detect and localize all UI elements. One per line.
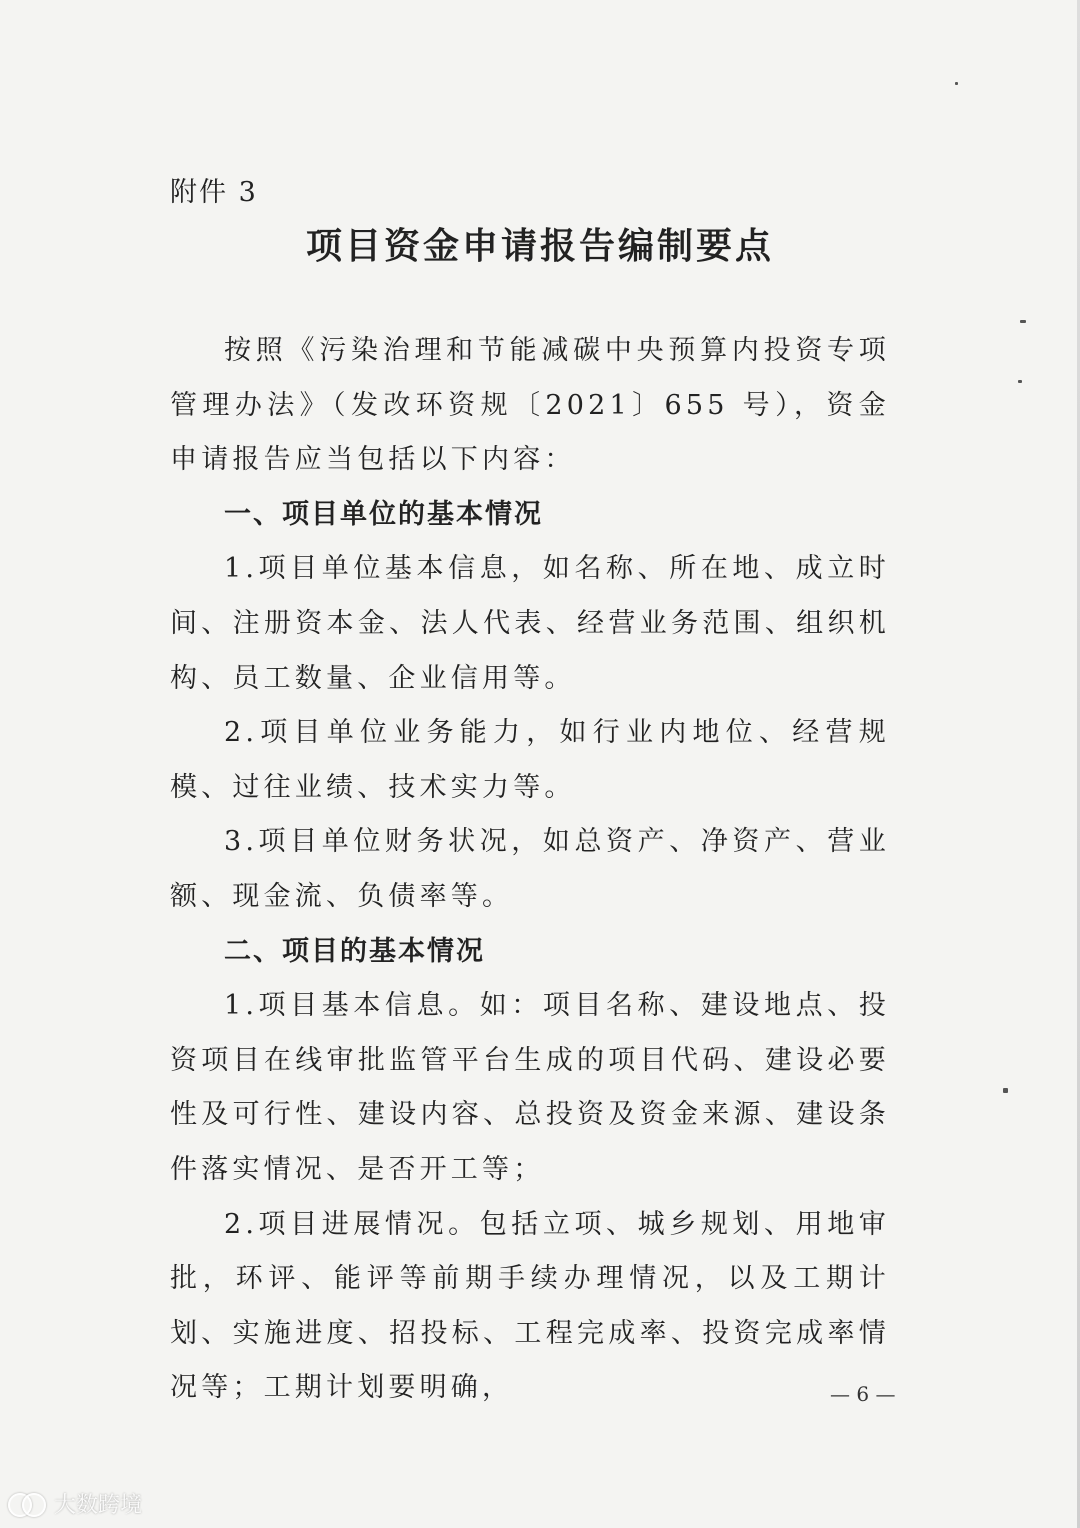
attachment-label: 附件 3 (170, 177, 258, 208)
scan-speck (1018, 380, 1022, 383)
section-heading-1: 一、项目单位的基本情况 (224, 498, 543, 530)
watermark-text: 大数跨境 (54, 1493, 143, 1518)
paragraph-2-1: 1.项目基本信息。如：项目名称、建设地点、投资项目在线审批监管平台生成的项目代码、建设必要性及可行性、建设内容、总投资及资金来源、建设条件落实情况、是否开工等； (170, 990, 890, 1185)
paragraph-intro: 按照《污染治理和节能减碳中央预算内投资专项管理办法》（发改环资规〔2021〕655 号），资金申请报告应当包括以下内容： (170, 335, 890, 476)
scan-speck (1020, 320, 1026, 323)
paragraph-2-2: 2.项目进展情况。包括立项、城乡规划、用地审批，环评、能评等前期手续办理情况，以及工期计划、实施进度、招投标、工程完成率、投资完成率情况等；工期计划要明确， (170, 1208, 890, 1404)
page-title: 项目资金申请报告编制要点 (305, 226, 774, 267)
paragraph-1-2: 2.项目单位业务能力，如行业内地位、经营规模、过往业绩、技术实力等。 (170, 717, 890, 803)
paragraph-1-1: 1.项目单位基本信息，如名称、所在地、成立时间、注册资本金、法人代表、经营业务范围、组织机构、员工数量、企业信用等。 (170, 553, 890, 694)
watermark (8, 1488, 142, 1519)
document-body (170, 324, 890, 1416)
section-heading-2: 二、项目的基本情况 (224, 935, 485, 967)
watermark-logo-icon (8, 1491, 48, 1517)
page-number: — 6 — (830, 1382, 896, 1406)
scan-speck (955, 82, 958, 85)
scan-speck (1003, 1088, 1008, 1093)
paragraph-1-3: 3.项目单位财务状况，如总资产、净资产、营业额、现金流、负债率等。 (170, 826, 890, 912)
